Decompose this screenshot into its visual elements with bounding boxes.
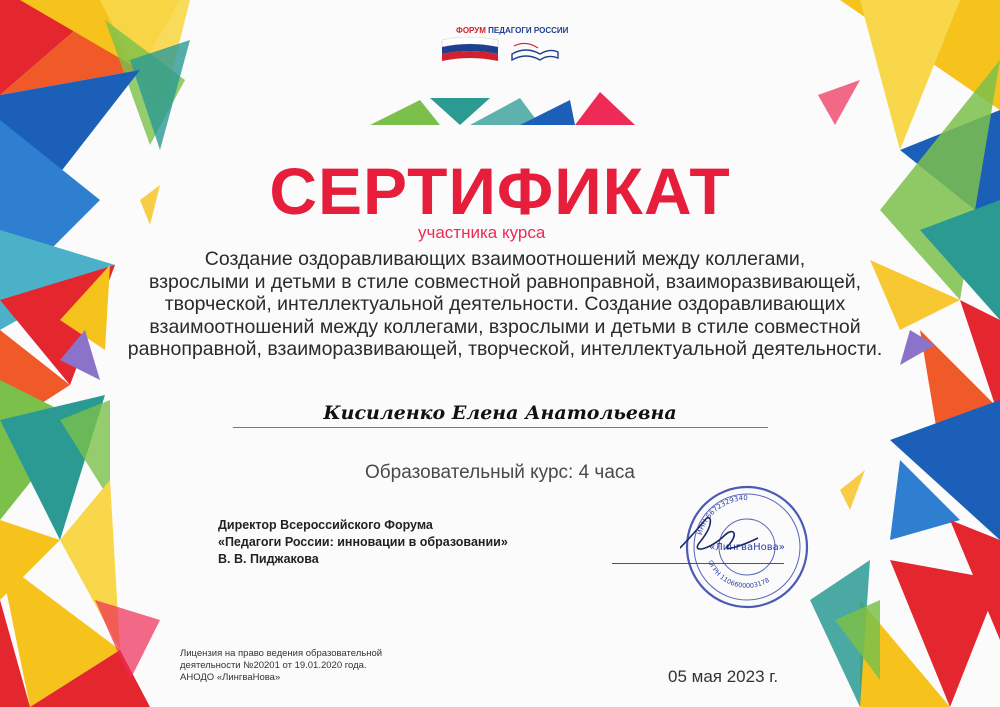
stamp-center-text: «ЛингваНова» — [709, 542, 785, 553]
certificate-subtitle: участника курса — [418, 223, 546, 242]
description-line: творческой, интеллектуальной деятельности. Создание оздоравливающих — [164, 293, 846, 315]
certificate-title: СЕРТИФИКАТ — [269, 154, 731, 228]
logo-text-part1: ФОРУМ — [456, 26, 486, 35]
issue-date: 05 мая 2023 г. — [668, 667, 779, 686]
description-line: равноправной, взаиморазвивающей, творческой, интеллектуальной деятельности. — [127, 338, 883, 360]
name-underline — [233, 427, 768, 428]
license-info — [180, 648, 382, 684]
flag-book-icon — [440, 26, 562, 70]
course-description — [110, 248, 900, 361]
recipient-name: Кисиленко Елена Анатольевна — [323, 402, 677, 424]
director-name: В. В. Пиджакова — [218, 552, 319, 566]
license-line: АНОДО «ЛингваНова» — [180, 672, 281, 683]
stamp-inn: ИНН 6672329340 — [695, 493, 748, 536]
forum-logo — [440, 26, 569, 70]
stamp-ogrn: ОГРН 1106600003178 — [706, 558, 771, 590]
director-block — [218, 517, 508, 568]
description-line: Создание оздоравливающих взаимоотношений между коллегами, — [204, 248, 806, 270]
director-title: Директор Всероссийского Форума — [218, 518, 433, 532]
course-info: Образовательный курс: 4 часа — [365, 462, 635, 483]
description-line: взаимоотношений между коллегами, взрослыми и детьми в стиле совместной — [149, 315, 861, 338]
license-line: деятельности №20201 от 19.01.2020 года. — [180, 660, 367, 671]
director-forum: «Педагоги России: инновации в образовании» — [218, 535, 508, 549]
logo-text-part2: ПЕДАГОГИ РОССИИ — [488, 26, 569, 35]
official-stamp — [680, 480, 815, 615]
description-line: взрослыми и детьми в стиле совместной равноправной, взаиморазвивающей, — [148, 270, 862, 293]
license-line: Лицензия на право ведения образовательной — [180, 648, 383, 659]
